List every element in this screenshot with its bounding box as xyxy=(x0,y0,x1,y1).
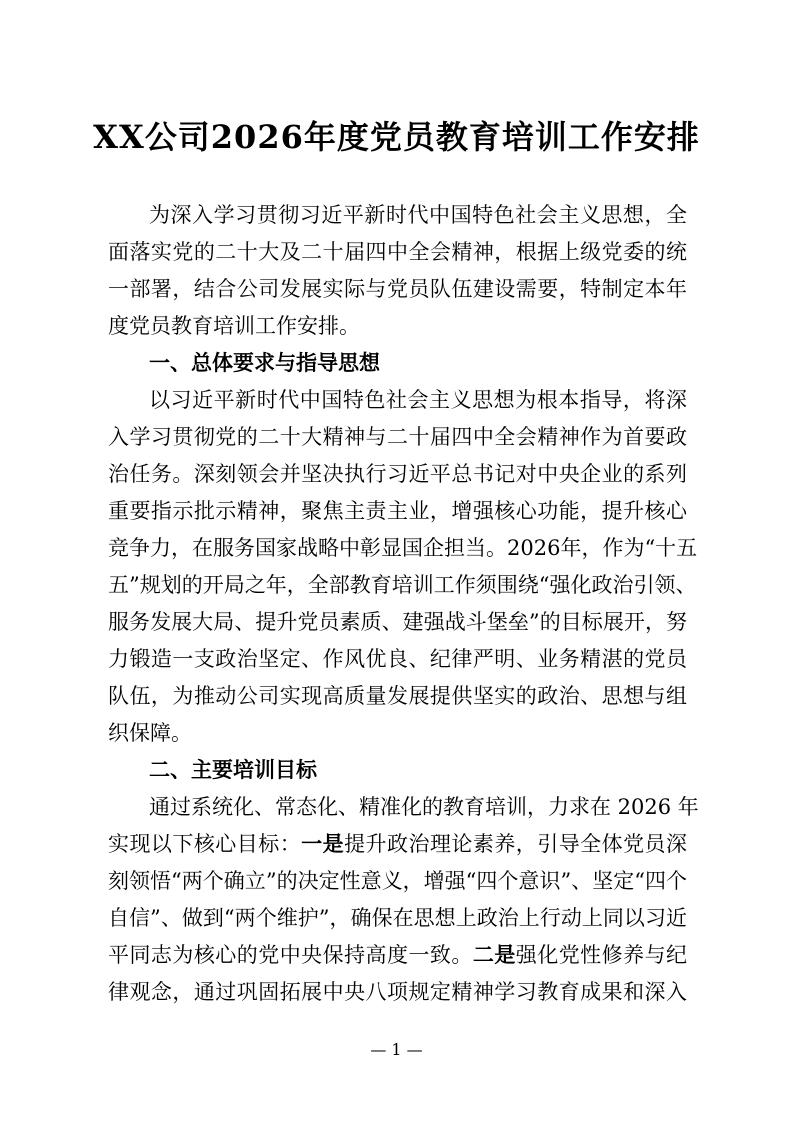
text-segment: 五”规划的开局之年，全部教育培训工作须围绕“强化政治引领、 xyxy=(108,573,697,597)
text-segment: 服务发展大局、提升党员素质、建强战斗堡垒”的目标展开，努 xyxy=(108,610,687,634)
text-line xyxy=(108,234,687,271)
text-line xyxy=(108,863,687,900)
text-segment: 强化党性修养与纪 xyxy=(515,943,688,967)
text-line xyxy=(108,715,687,752)
text-segment: 刻领悟“两个确立”的决定性意义，增强“四个意识”、坚定“四个 xyxy=(108,869,687,893)
text-line xyxy=(108,789,699,826)
text-segment: 一、总体要求与指导思想 xyxy=(149,351,380,375)
bold-text: 一是 xyxy=(301,832,345,856)
text-segment: 平同志为核心的党中央保持高度一致。 xyxy=(108,943,473,967)
text-line xyxy=(108,197,687,234)
section-heading xyxy=(108,752,687,789)
text-segment: 队伍，为推动公司实现高质量发展提供坚实的政治、思想与组 xyxy=(108,684,687,708)
text-line xyxy=(108,641,687,678)
text-line xyxy=(108,271,687,308)
page-number: — 1 — xyxy=(370,1040,423,1059)
text-line xyxy=(108,937,687,974)
text-line xyxy=(108,678,687,715)
text-segment: 通过系统化、常态化、精准化的教育培训，力求在 2026 年 xyxy=(149,795,699,819)
text-segment: 织保障。 xyxy=(108,721,192,745)
text-segment: 为深入学习贯彻习近平新时代中国特色社会主义思想，全 xyxy=(149,203,687,227)
bold-text: 二是 xyxy=(472,943,516,967)
text-line xyxy=(108,419,687,456)
document-title: XX公司2026年度党员教育培训工作安排 xyxy=(93,118,700,156)
text-line xyxy=(108,530,698,567)
text-line xyxy=(108,308,687,345)
text-segment: 竞争力，在服务国家战略中彰显国企担当。2026年，作为“十五 xyxy=(108,536,698,560)
section-heading xyxy=(108,345,687,382)
text-line xyxy=(108,567,697,604)
text-segment: 律观念，通过巩固拓展中央八项规定精神学习教育成果和深入 xyxy=(108,980,687,1004)
text-line xyxy=(108,826,687,863)
text-segment: 自信”、做到“两个维护”，确保在思想上政治上行动上同以习近 xyxy=(108,906,687,930)
text-line xyxy=(108,974,687,1011)
text-segment: 治任务。深刻领会并坚决执行习近平总书记对中央企业的系列 xyxy=(108,462,687,486)
text-segment: 度党员教育培训工作安排。 xyxy=(108,314,360,338)
document-body xyxy=(108,197,699,1011)
text-line xyxy=(108,493,687,530)
text-line xyxy=(108,456,687,493)
text-segment: 重要指示批示精神，聚焦主责主业，增强核心功能，提升核心 xyxy=(108,499,687,523)
text-segment: 实现以下核心目标： xyxy=(108,832,302,856)
text-segment: 力锻造一支政治坚定、作风优良、纪律严明、业务精湛的党员 xyxy=(108,647,687,671)
text-segment: 提升政治理论素养，引导全体党员深 xyxy=(344,832,688,856)
text-line xyxy=(108,382,687,419)
text-line xyxy=(108,604,687,641)
text-segment: 一部署，结合公司发展实际与党员队伍建设需要，特制定本年 xyxy=(108,277,687,301)
text-segment: 二、主要培训目标 xyxy=(149,758,317,782)
text-segment: 入学习贯彻党的二十大精神与二十届四中全会精神作为首要政 xyxy=(108,425,687,449)
text-segment: 以习近平新时代中国特色社会主义思想为根本指导，将深 xyxy=(149,388,687,412)
text-segment: 面落实党的二十大及二十届四中全会精神，根据上级党委的统 xyxy=(108,240,687,264)
text-line xyxy=(108,900,687,937)
